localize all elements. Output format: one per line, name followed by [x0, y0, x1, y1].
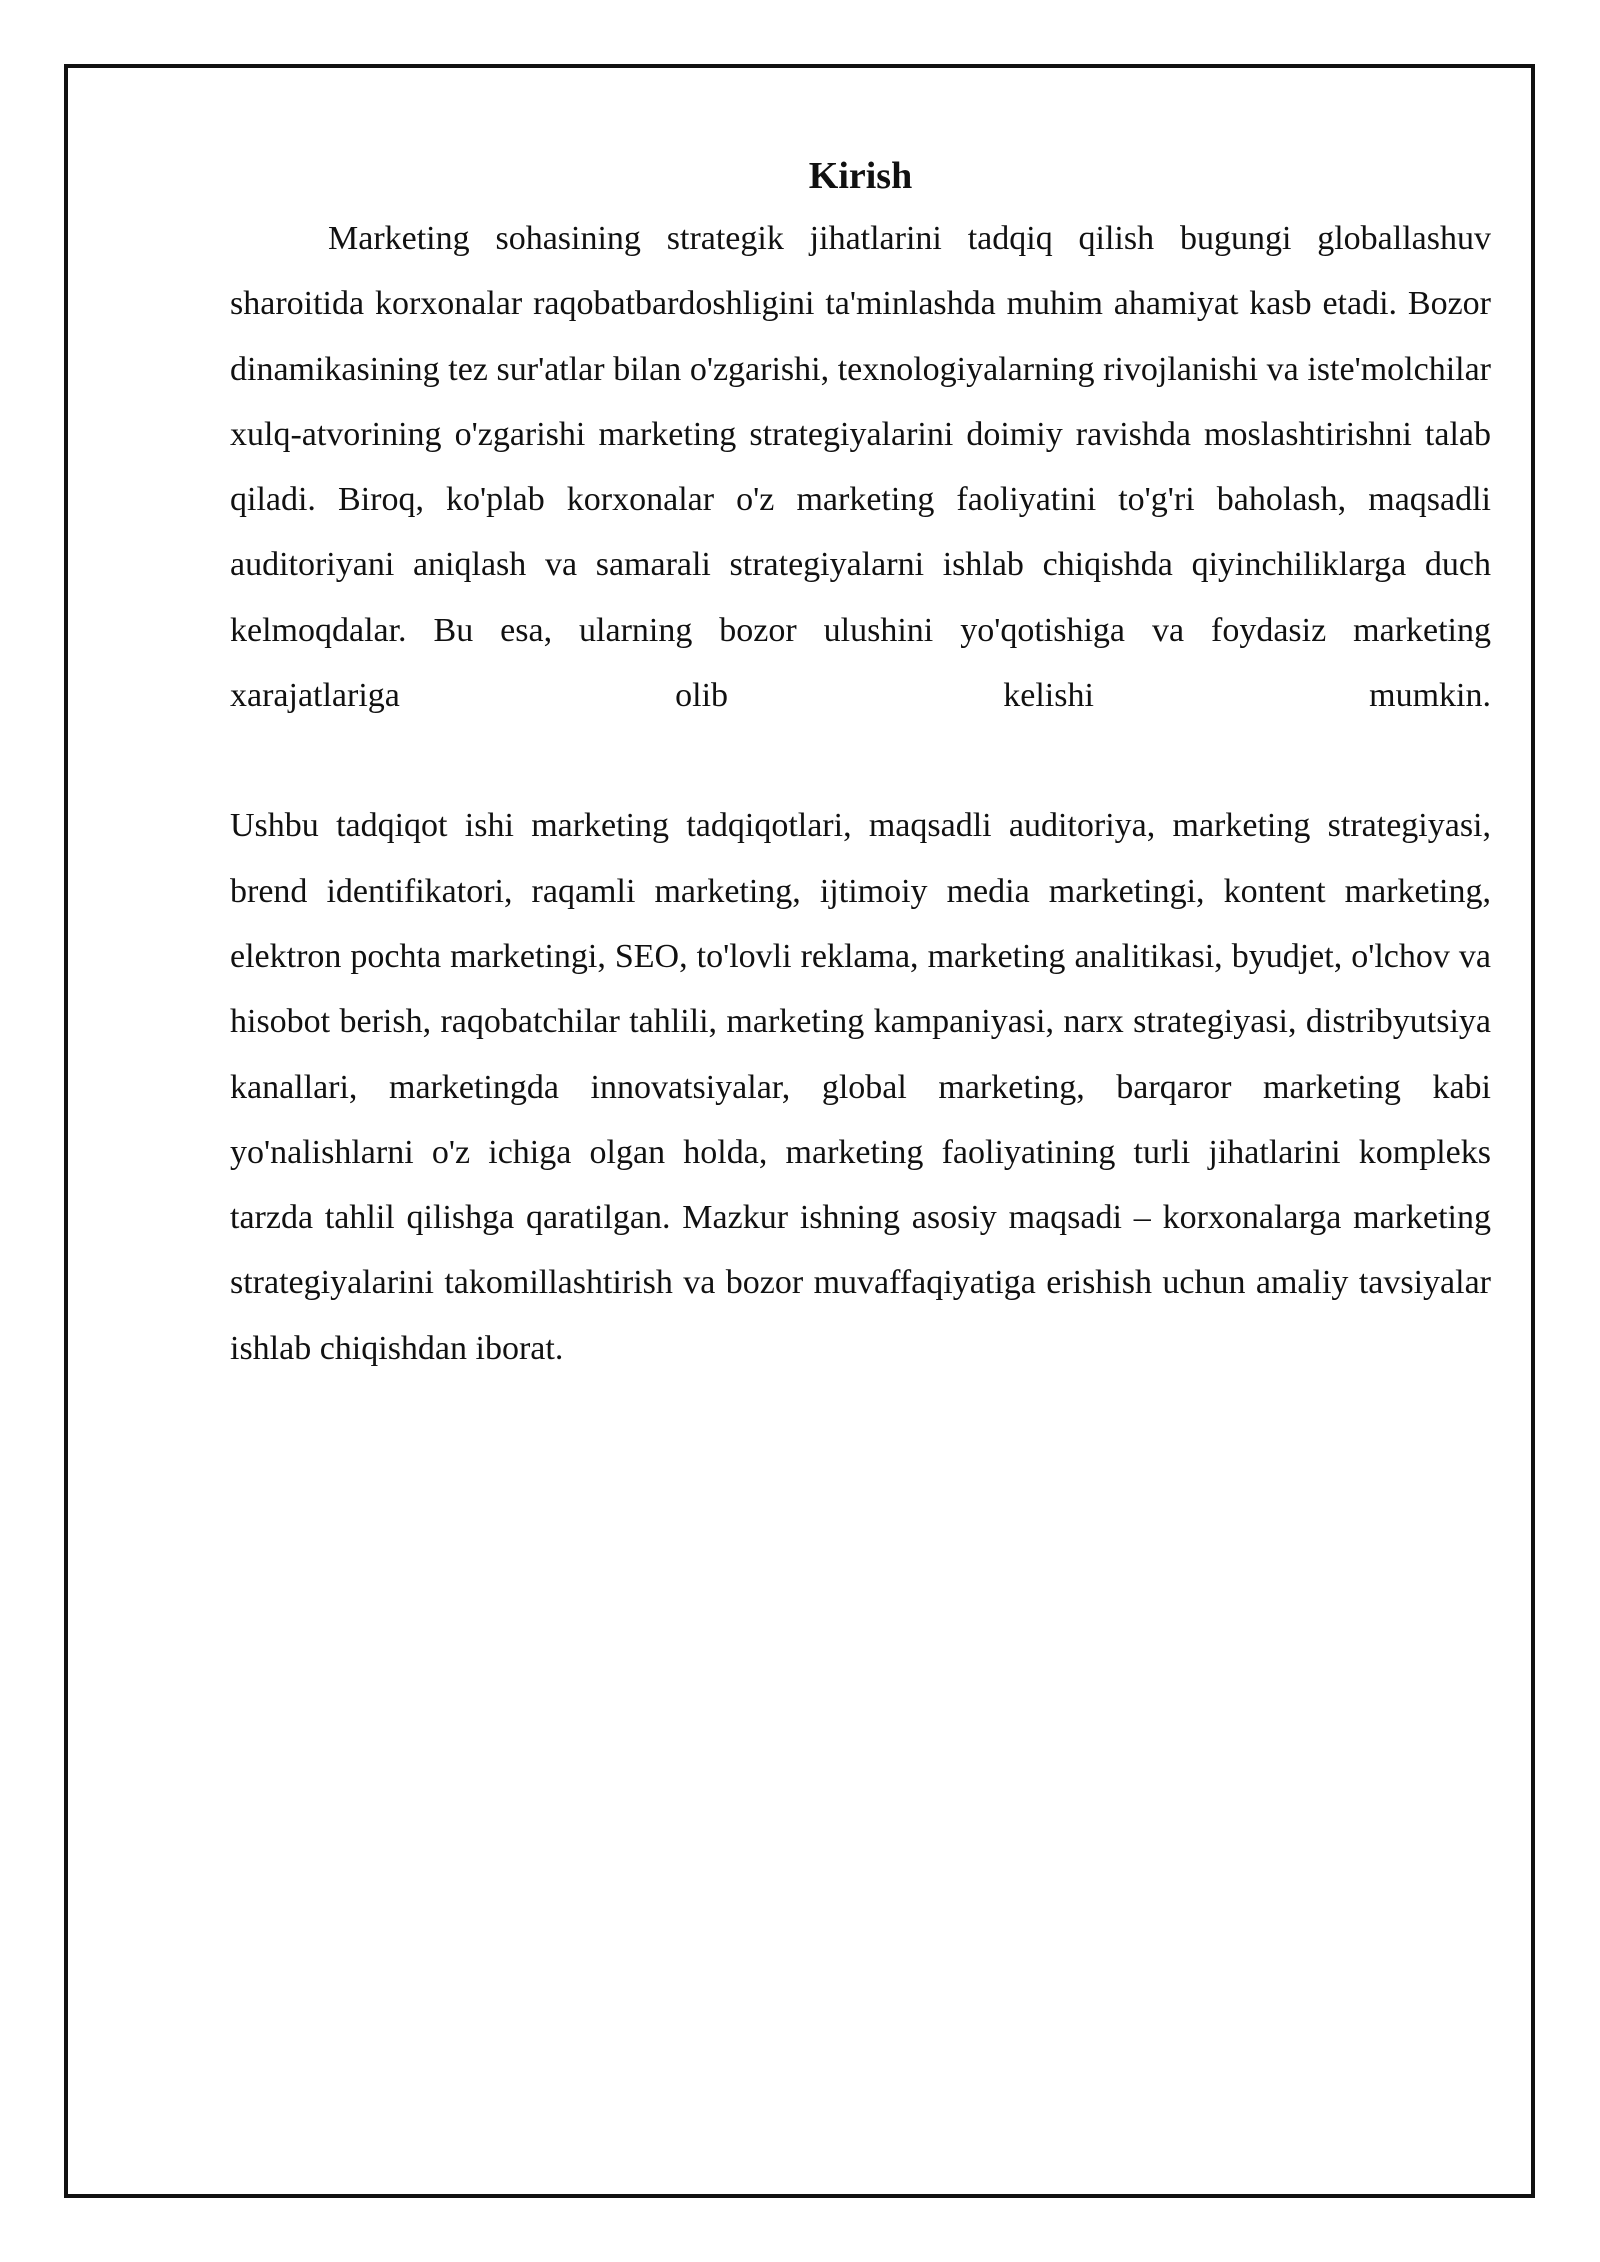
paragraph-intro: Marketing sohasining strategik jihatlarini tadqiq qilish bugungi globallashuv sharoitida korxonalar raqobatbardoshligini ta'minlashda muhim ahamiyat kasb etadi. Bozor dinamikasining tez sur'atlar bilan o'zgarishi, texnologiyalarning rivojlanishi va iste'molchilar xulq-atvorining o'zgarishi marketing strategiyalarini doimiy ravishda moslashtirishni talab qiladi. Biroq, ko'plab korxonalar o'z marketing faoliyatini to'g'ri baholash, maqsadli auditoriyani aniqlash va samarali strategiyalarni ishlab chiqishda qiyinchiliklarga duch kelmoqdalar. Bu esa, ularning bozor ulushini yo'qotishiga va foydasiz marketing xarajatlariga olib kelishi mumkin.	[230, 220, 1491, 715]
paragraph-scope: Ushbu tadqiqot ishi marketing tadqiqotlari, maqsadli auditoriya, marketing strategiyasi, brend identifikatori, raqamli marketing, ijtimoiy media marketingi, kontent marketing, elektron pochta marketingi, SEO, to'lovli reklama, marketing analitikasi, byudjet, o'lchov va hisobot berish, raqobatchilar tahlili, marketing kampaniyasi, narx strategiyasi, distribyutsiya kanallari, marketingda innovatsiyalar, global marketing, barqaror marketing kabi yo'nalishlarni o'z ichiga olgan holda, marketing faoliyatining turli jihatlarini kompleks tarzda tahlil qilishga qaratilgan. Mazkur ishning asosiy maqsadi – korxonalarga marketing strategiyalarini takomillashtirish va bozor muvaffaqiyatiga erishish uchun amaliy tavsiyalar ishlab chiqishdan iborat.	[230, 807, 1491, 1367]
document-body	[230, 150, 1491, 1381]
document-title: Kirish	[808, 155, 913, 197]
paragraph-spacer	[230, 728, 1491, 793]
